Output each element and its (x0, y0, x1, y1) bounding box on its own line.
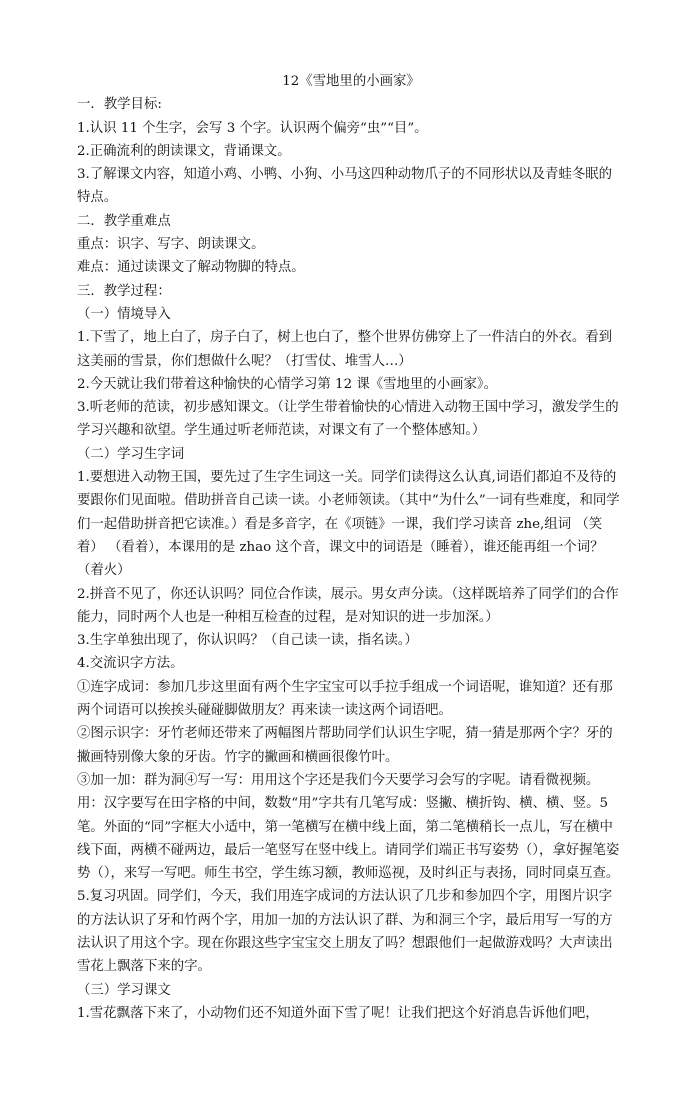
vocab-step-3: 3.生字单独出现了，你认识吗？（自己读一读，指名读。） (77, 633, 418, 649)
subsection-heading-vocabulary: （二）学习生字词 (77, 446, 185, 462)
section-heading-key-points: 二．教学重难点 (77, 213, 171, 229)
vocab-method-1: ①连字成词：参加几步这里面有两个生字宝宝可以手拉手组成一个词语呢，谁知道？还有那两个词语可以挨挨头碰碰脚做朋友？再来读一读这两个词语吧。 (77, 679, 613, 719)
text-step-1: 1.雪花飘落下来了，小动物们还不知道外面下雪了呢！让我们把这个好消息告诉他们吧， (77, 1005, 599, 1021)
intro-step-3: 3.听老师的范读，初步感知课文。（让学生带着愉快的心情进入动物王国中学习，激发学生的学习兴趣和欲望。学生通过听老师范读，对课文有了一个整体感知。） (77, 400, 619, 439)
document-title: 12《雪地里的小画家》 (282, 74, 420, 89)
intro-step-1: 1.下雪了，地上白了，房子白了，树上也白了，整个世界仿佛穿上了一件洁白的外衣。看到这美丽的雪景，你们想做什么呢？（打雪仗、堆雪人…） (77, 330, 613, 369)
vocab-step-2: 2.拼音不见了，你还认识吗？同位合作读，展示。男女声分读。（这样既培养了同学们的合作能力，同时两个人也是一种相互检查的过程，是对知识的进一步加深。） (77, 586, 619, 625)
vocab-step-4: 4.交流识字方法。 (77, 656, 184, 672)
objective-2: 2.正确流利的朗读课文，背诵课文。 (77, 143, 291, 159)
section-heading-objectives: 一．教学目标: (77, 97, 162, 113)
vocab-method-2: ②图示识字：牙竹老师还带来了两幅图片帮助同学们认识生字呢，猜一猜是那两个字？牙的撇画特别像大象的牙齿。竹字的撇画和横画很像竹叶。 (77, 726, 613, 765)
difficult-point: 难点：通过读课文了解动物脚的特点。 (77, 260, 305, 276)
intro-step-2: 2.今天就让我们带着这种愉快的心情学习第 12 课《雪地里的小画家》。 (77, 376, 497, 392)
vocab-step-5: 5.复习巩固。同学们，今天，我们用连字成词的方法认识了几步和参加四个字，用图片识字的方法认识了牙和竹两个字，用加一加的方法认识了群、为和洞三个字，最后用写一写的方法认识了用这个字。现在你跟这些字宝宝交上朋友了吗？想跟他们一起做游戏吗？大声读出雪花上飘落下来的字。 (77, 889, 613, 975)
objective-3: 3.了解课文内容，知道小鸡、小鸭、小狗、小马这四种动物爪子的不同形状以及青蛙冬眠的特点。 (77, 167, 613, 206)
key-point: 重点：识字、写字、朗读课文。 (77, 237, 265, 253)
subsection-heading-text: （三）学习课文 (77, 982, 171, 998)
objective-1: 1.认识 11 个生字，会写 3 个字。认识两个偏旁“虫”“目”。 (77, 120, 428, 136)
vocab-step-1: 1.要想进入动物王国，要先过了生字生词这一关。同学们读得这么认真,词语们都迫不及待的要跟你们见面啦。借助拼音自己读一读。小老师领读。（其中“为什么”一词有些难度，和同学们一起借助拼音把它读准。）看是多音字，在《项链》一课，我们学习读音 zhe,组词 （笑着） （看着），本课用的是 zhao 这个音，课文中的词语是（睡着），谁还能再组一个词？（着火） (77, 470, 620, 579)
vocab-method-3: ③加一加：群为洞④写一写：用用这个字还是我们今天要学习会写的字呢。请看微视频。用：汉字要写在田字格的中间，数数“用”字共有几笔写成：竖撇、横折钩、横、横、竖。5笔。外面的“同”字框大小适中，第一笔横写在横中线上面，第二笔横稍长一点儿，写在横中线下面，两横不碰两边，最后一笔竖写在竖中线上。请同学们端正书写姿势（），拿好握笔姿势（），来写一写吧。师生书空，学生练习额，教师巡视，及时纠正与表扬，同时同桌互查。 (77, 772, 620, 882)
document-page (77, 70, 625, 1025)
subsection-heading-intro: （一）情境导入 (77, 306, 171, 322)
section-heading-process: 三．教学过程： (77, 283, 171, 299)
